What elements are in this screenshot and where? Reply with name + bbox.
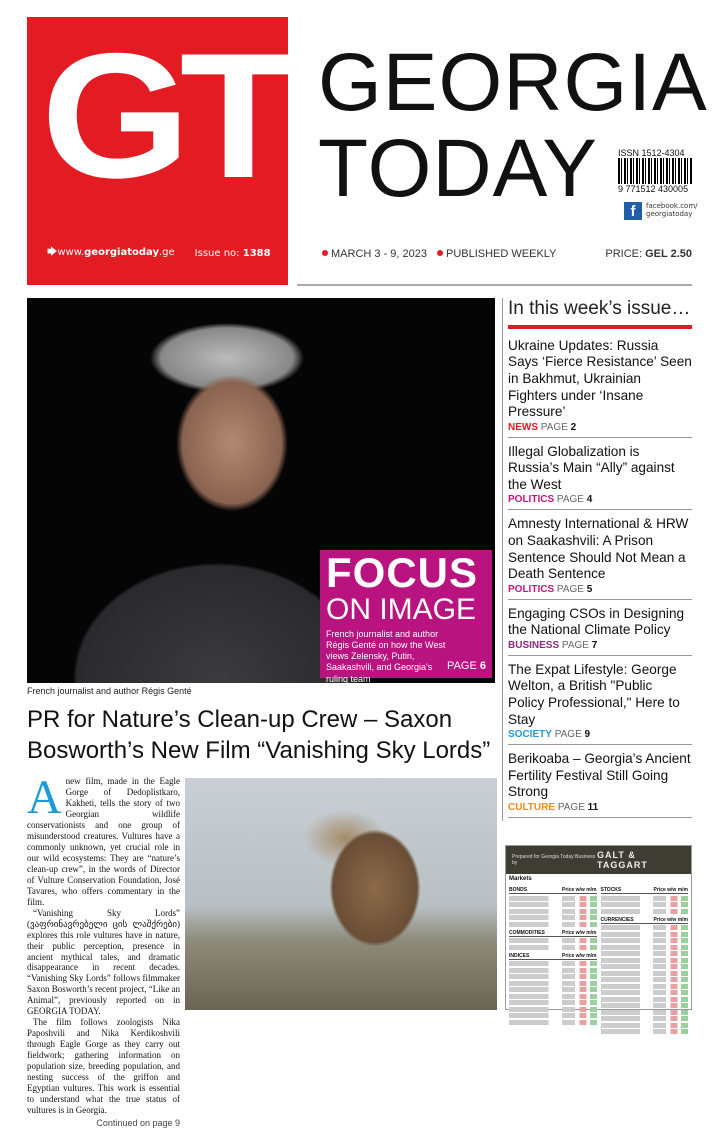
item-page: 11 [587, 801, 599, 813]
facebook-icon: f [624, 202, 642, 220]
item-headline: The Expat Lifestyle: George Welton, a British "Public Policy Professional," Here to Stay [508, 661, 680, 727]
market-row [601, 1023, 689, 1028]
website-link[interactable]: 🡆www.georgiatoday.ge [47, 247, 175, 258]
market-row [601, 984, 689, 989]
barcode-bars [618, 158, 692, 184]
market-row [601, 990, 689, 995]
market-row [601, 925, 689, 930]
market-row [601, 964, 689, 969]
market-row [509, 896, 597, 901]
item-section: BUSINESS [508, 639, 560, 651]
item-page: 4 [586, 494, 593, 506]
sidebar [502, 298, 692, 821]
main-headline[interactable]: PR for Nature’s Clean-up Crew – Saxon Bosworth’s New Film “Vanishing Sky Lords” [27, 706, 491, 765]
item-section: POLITICS [508, 494, 555, 506]
market-row [509, 938, 597, 943]
market-row [601, 1010, 689, 1015]
market-row [601, 902, 689, 907]
market-row [509, 974, 597, 979]
sidebar-item[interactable]: Berikoaba – Georgia’s Ancient Fertility Festival Still Going Strong CULTURE PAGE 11 [508, 748, 692, 818]
market-row [601, 977, 689, 982]
continued-link[interactable]: Continued on page 9 [96, 1118, 180, 1129]
market-row [509, 968, 597, 973]
market-section: INDICES Price w/w m/m [509, 952, 597, 959]
sidebar-item[interactable]: Illegal Globalization is Russia’s Main “Ally” against the West POLITICS PAGE 4 [508, 441, 692, 511]
market-row [509, 902, 597, 907]
item-page: 9 [584, 729, 591, 741]
market-section: BONDS Price w/w m/m [509, 887, 597, 893]
item-headline: Ukraine Updates: Russia Says ‘Fierce Resistance’ Seen in Bakhmut, Ukrainian Fighters under ‘Insane Pressure’ [508, 337, 692, 420]
markets-table: Prepared for Georgia Today Business by GALT & TAGGART Markets BONDS Price w/w m/m COMMODITIES Price w/w m/m INDICES Price w/w m/m STOCKS Price w/w m/m CURRENCIES Price w/w m/m [505, 845, 692, 1010]
item-headline: Amnesty International & HRW on Saakashvili: A Prison Sentence Should Not Mean a Death Sentence [508, 516, 689, 582]
market-row [509, 909, 597, 914]
drop-cap: A [27, 771, 62, 824]
market-row [509, 1000, 597, 1005]
facebook-link[interactable]: f facebook.com/ georgiatoday [624, 202, 694, 220]
item-page: 2 [570, 421, 577, 433]
price: PRICE: GEL 2.50 [605, 248, 692, 260]
logo [27, 17, 288, 285]
sidebar-item[interactable]: Amnesty International & HRW on Saakashvili: A Prison Sentence Should Not Mean a Death Sentence POLITICS PAGE 5 [508, 513, 692, 599]
market-row [509, 987, 597, 992]
sidebar-item[interactable]: The Expat Lifestyle: George Welton, a British "Public Policy Professional," Here to Stay SOCIETY PAGE 9 [508, 659, 692, 745]
market-row [601, 1016, 689, 1021]
barcode [618, 148, 692, 194]
market-row [509, 981, 597, 986]
market-row [601, 971, 689, 976]
market-row [601, 909, 689, 914]
red-rule [508, 325, 692, 329]
issue-number: Issue no: 1388 [194, 248, 271, 259]
market-row [509, 915, 597, 920]
market-row [509, 945, 597, 950]
item-section: CULTURE [508, 801, 556, 813]
market-row [601, 932, 689, 937]
market-section: CURRENCIES Price w/w m/m [600, 916, 688, 923]
market-row [601, 1029, 689, 1034]
photo-caption: French journalist and author Régis Genté [27, 686, 192, 696]
item-headline: Berikoaba – Georgia’s Ancient Fertility Festival Still Going Strong [508, 751, 691, 800]
article-body: A new film, made in the Eagle Gorge of Dedoplistkaro, Kakheti, tells the story of two Georgian wildlife conservationists and one group of misunderstood creatures. Vultures have a commonly unknown, yet crucial role in our wild ecosystems: They are “nature’s clean-up crew”, in the words of Director of Vulture Conservation Foundation, José Tavares, who offers commentary in the film. “Vanishing Sky Lords” (ვაფრინავრებელი ცის ლაშქრები) explores this role vultures have in nature, their public perception, presence in ancient mythical tales, and dramatic disappearance in recent decades. “Vanishing Sky Lords” follows filmmaker Saxon Bosworth’s recent project, “Like an Animal”, previously reported on in GEORGIA TODAY. The film follows zoologists Nika Paposhvili and Nika Kerdikoshvili through Eagle Gorge as they carry out fieldwork; gathering information on population size, breeding population, and nesting success of the griffon and Egyptian vultures. This work is essential to understand what the true status of vultures is in Georgia. Continued on page 9 [27, 771, 180, 1129]
market-row [509, 1007, 597, 1012]
divider [297, 284, 692, 286]
title-today: TODAY [318, 123, 598, 214]
market-row [601, 951, 689, 956]
item-page: 7 [591, 639, 598, 651]
market-row [509, 922, 597, 927]
frequency: PUBLISHED WEEKLY [445, 248, 557, 260]
market-row [601, 896, 689, 901]
barcode-number: 9 771512 430005 [618, 184, 689, 194]
issue-date: MARCH 3 - 9, 2023 [331, 248, 427, 260]
market-section: STOCKS Price w/w m/m [600, 887, 688, 893]
focus-box[interactable]: FOCUS ON IMAGE French journalist and author Régis Genté on how the West views Zelensky, Putin, Saakashvili, and Georgia's ruling team PAGE 6 [320, 550, 492, 678]
market-row [509, 961, 597, 966]
item-headline: Illegal Globalization is Russia’s Main “Ally” against the West [508, 443, 675, 492]
market-row [509, 1013, 597, 1018]
market-row [509, 994, 597, 999]
issn: ISSN 1512-4304 [618, 148, 685, 158]
item-section: POLITICS [508, 583, 555, 595]
item-page: 5 [586, 583, 593, 595]
market-row [601, 958, 689, 963]
market-row [601, 945, 689, 950]
logo-mark: GT [41, 16, 287, 215]
item-section: NEWS [508, 421, 538, 433]
market-row [601, 1003, 689, 1008]
market-row [601, 938, 689, 943]
dateline [322, 248, 692, 260]
sidebar-item[interactable]: Engaging CSOs in Designing the National Climate Policy BUSINESS PAGE 7 [508, 603, 692, 656]
item-section: SOCIETY [508, 729, 552, 741]
market-section: COMMODITIES Price w/w m/m [509, 929, 597, 936]
vulture-photo [185, 778, 497, 1010]
galt-taggart-logo: GALT & TAGGART [597, 850, 648, 870]
item-headline: Engaging CSOs in Designing the National Climate Policy [508, 605, 685, 638]
sidebar-item[interactable]: Ukraine Updates: Russia Says ‘Fierce Resistance’ Seen in Bakhmut, Ukrainian Fighters under ‘Insane Pressure’ NEWS PAGE 2 [508, 335, 692, 438]
market-row [601, 997, 689, 1002]
sidebar-heading: In this week’s issue… [508, 298, 691, 319]
title-georgia: GEORGIA [318, 37, 708, 128]
